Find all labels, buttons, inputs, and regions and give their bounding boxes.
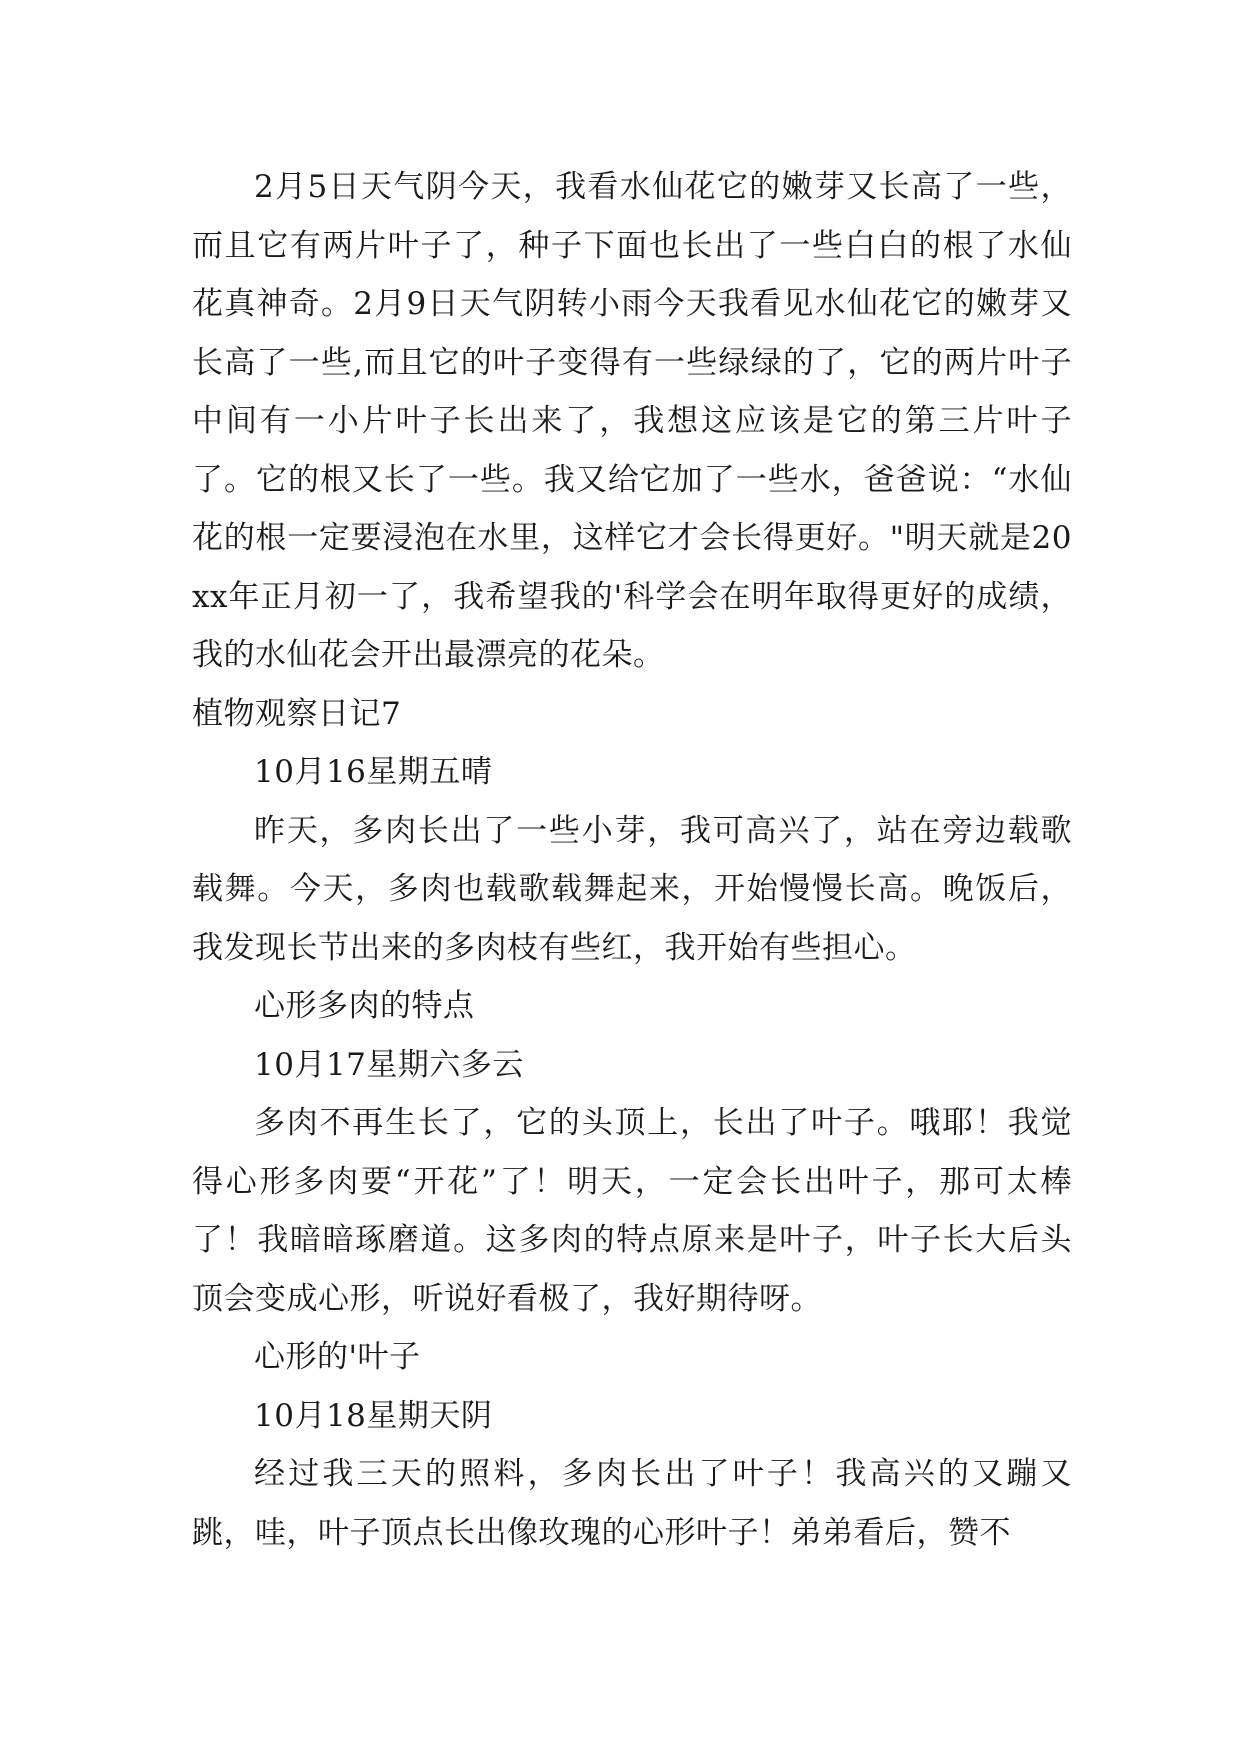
document-body bbox=[192, 158, 1072, 1562]
paragraph-narcissus-diary: 2月5日天气阴今天，我看水仙花它的嫩芽又长高了一些，而且它有两片叶子了，种子下面也长出了一些白白的根了水仙花真神奇。2月9日天气阴转小雨今天我看见水仙花它的嫩芽又长高了一些,而且它的叶子变得有一些绿绿的了，它的两片叶子中间有一小片叶子长出来了，我想这应该是它的第三片叶子了。它的根又长了一些。我又给它加了一些水，爸爸说：“水仙花的根一定要浸泡在水里，这样它才会长得更好。"明天就是20xx年正月初一了，我希望我的'科学会在明年取得更好的成绩，我的水仙花会开出最漂亮的花朵。 bbox=[192, 169, 1072, 673]
date-line-oct-18: 10月18星期天阴 bbox=[254, 1397, 493, 1434]
paragraph-rose-heart-leaves: 经过我三天的照料，多肉长出了叶子！我高兴的又蹦又跳，哇，叶子顶点长出像玫瑰的心形叶子！弟弟看后，赞不 bbox=[192, 1456, 1072, 1551]
paragraph-succulent-sprouts: 昨天，多肉长出了一些小芽，我可高兴了，站在旁边载歌载舞。今天，多肉也载歌载舞起来，开始慢慢长高。晚饭后，我发现长节出来的多肉枝有些红，我开始有些担心。 bbox=[192, 812, 1072, 966]
paragraph-succulent-leaves: 多肉不再生长了，它的头顶上，长出了叶子。哦耶！我觉得心形多肉要“开花”了！明天，一定会长出叶子，那可太棒了！我暗暗琢磨道。这多肉的特点原来是叶子，叶子长大后头顶会变成心形，听说好看极了，我好期待呀。 bbox=[192, 1105, 1072, 1317]
section-heading-plant-diary-7: 植物观察日记7 bbox=[192, 695, 402, 732]
subheading-heart-succulent-features: 心形多肉的特点 bbox=[254, 988, 475, 1024]
date-line-oct-17: 10月17星期六多云 bbox=[254, 1046, 524, 1083]
subheading-heart-leaves: 心形的'叶子 bbox=[254, 1339, 421, 1375]
date-line-oct-16: 10月16星期五晴 bbox=[254, 754, 493, 790]
